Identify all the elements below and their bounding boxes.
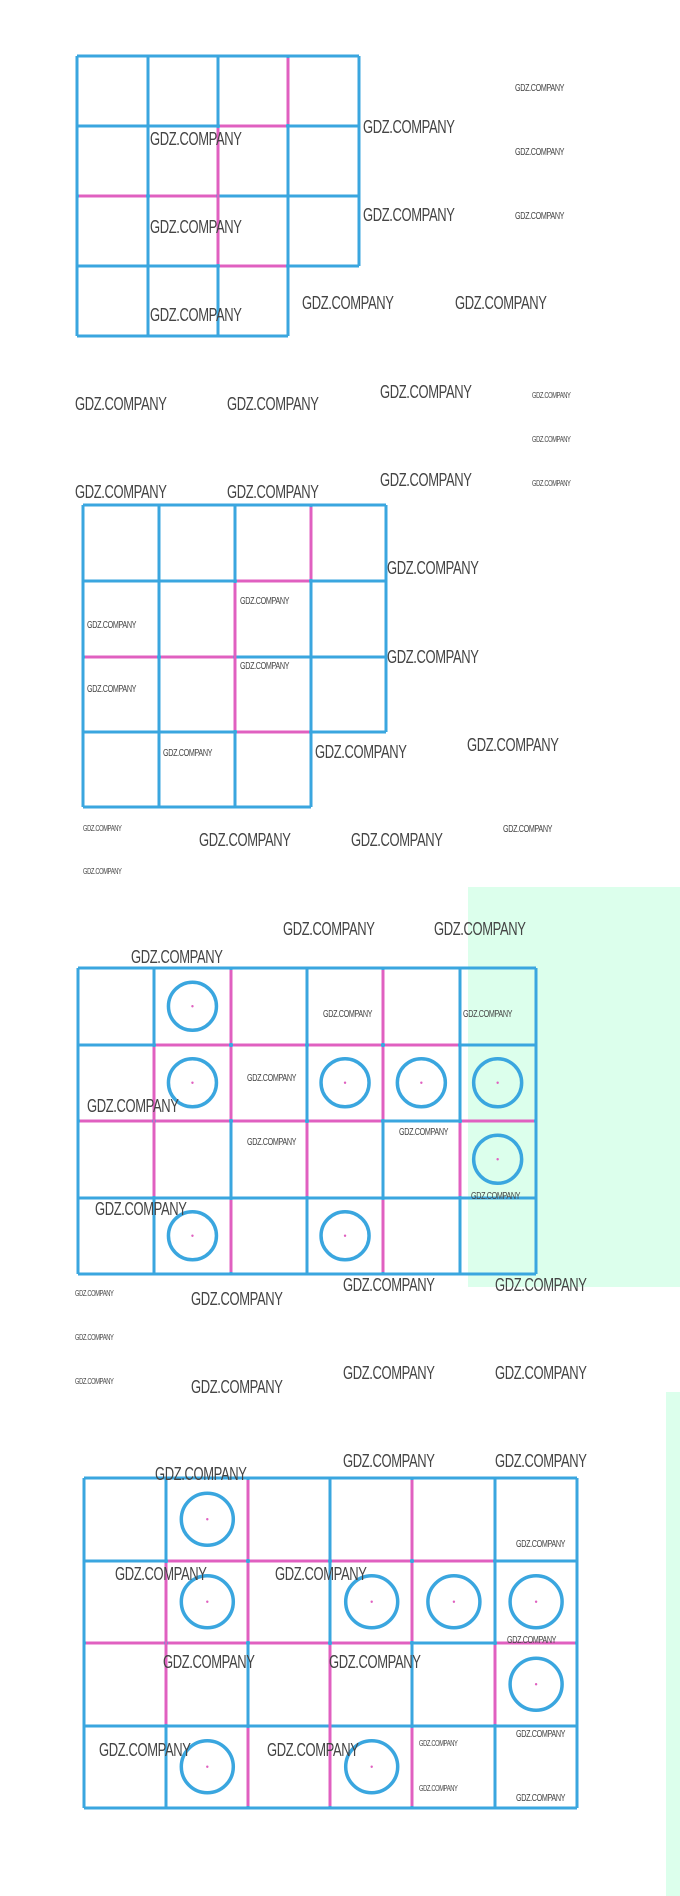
board-4-circle-dot [371,1766,373,1768]
watermark-text: GDZ.COMPANY [163,1652,255,1672]
watermark-text: GDZ.COMPANY [343,1451,435,1471]
watermark-text: GDZ.COMPANY [95,1199,187,1219]
board-3-circle-dot [420,1082,422,1084]
watermark-text: GDZ.COMPANY [150,129,242,149]
board-3-circle-dot [191,1005,193,1007]
watermark-text: GDZ.COMPANY [75,1333,114,1342]
watermark-text: GDZ.COMPANY [399,1127,449,1138]
watermark-text: GDZ.COMPANY [516,1793,566,1804]
watermark-text: GDZ.COMPANY [387,558,479,578]
watermark-text: GDZ.COMPANY [99,1740,191,1760]
watermark-text: GDZ.COMPANY [267,1740,359,1760]
watermark-text: GDZ.COMPANY [247,1073,297,1084]
watermark-text: GDZ.COMPANY [283,919,375,939]
board-4-circle-dot [206,1766,208,1768]
watermark-text: GDZ.COMPANY [434,919,526,939]
watermark-text: GDZ.COMPANY [515,211,565,222]
watermark-text: GDZ.COMPANY [75,1289,114,1298]
watermark-text: GDZ.COMPANY [343,1275,435,1295]
board-3-circle-dot [191,1235,193,1237]
watermark-text: GDZ.COMPANY [83,867,122,876]
watermark-text: GDZ.COMPANY [419,1784,458,1793]
watermark-text: GDZ.COMPANY [515,83,565,94]
board-4-circle-dot [535,1683,537,1685]
watermark-text: GDZ.COMPANY [515,147,565,158]
watermark-text: GDZ.COMPANY [363,205,455,225]
watermark-text: GDZ.COMPANY [247,1137,297,1148]
watermark-text: GDZ.COMPANY [329,1652,421,1672]
board-4-circle-dot [453,1601,455,1603]
watermark-text: GDZ.COMPANY [75,1377,114,1386]
watermark-text: GDZ.COMPANY [323,1009,373,1020]
watermark-text: GDZ.COMPANY [495,1275,587,1295]
watermark-text: GDZ.COMPANY [503,824,553,835]
board-3-circle-dot [344,1235,346,1237]
watermark-text: GDZ.COMPANY [380,470,472,490]
watermark-text: GDZ.COMPANY [516,1539,566,1550]
board-3-circle-dot [191,1082,193,1084]
watermark-text: GDZ.COMPANY [163,748,213,759]
watermark-text: GDZ.COMPANY [199,830,291,850]
watermark-text: GDZ.COMPANY [363,117,455,137]
watermark-text: GDZ.COMPANY [380,382,472,402]
watermark-text: GDZ.COMPANY [191,1289,283,1309]
watermark-text: GDZ.COMPANY [75,482,167,502]
watermark-text: GDZ.COMPANY [240,596,290,607]
board-3-circle-dot [344,1082,346,1084]
watermark-text: GDZ.COMPANY [191,1377,283,1397]
watermark-text: GDZ.COMPANY [227,482,319,502]
watermark-text: GDZ.COMPANY [532,479,571,488]
watermark-text: GDZ.COMPANY [455,293,547,313]
board-4-circle-dot [535,1601,537,1603]
watermark-text: GDZ.COMPANY [275,1564,367,1584]
board-3-circle-dot [496,1082,498,1084]
watermark-text: GDZ.COMPANY [83,824,122,833]
watermark-text: GDZ.COMPANY [343,1363,435,1383]
watermark-text: GDZ.COMPANY [387,647,479,667]
board-4-circle-dot [371,1601,373,1603]
watermark-text: GDZ.COMPANY [351,830,443,850]
board-3-circle-dot [496,1158,498,1160]
watermark-text: GDZ.COMPANY [507,1635,557,1646]
watermark-text: GDZ.COMPANY [495,1363,587,1383]
watermark-text: GDZ.COMPANY [471,1191,521,1202]
watermark-text: GDZ.COMPANY [463,1009,513,1020]
watermark-text: GDZ.COMPANY [115,1564,207,1584]
watermark-text: GDZ.COMPANY [315,742,407,762]
watermark-text: GDZ.COMPANY [87,684,137,695]
watermark-text: GDZ.COMPANY [75,394,167,414]
watermark-text: GDZ.COMPANY [87,1096,179,1116]
watermark-text: GDZ.COMPANY [532,435,571,444]
watermark-text: GDZ.COMPANY [155,1464,247,1484]
watermark-text: GDZ.COMPANY [150,217,242,237]
watermark-text: GDZ.COMPANY [227,394,319,414]
board-4-circle-dot [206,1601,208,1603]
watermark-text: GDZ.COMPANY [150,305,242,325]
watermark-text: GDZ.COMPANY [87,620,137,631]
watermark-text: GDZ.COMPANY [532,391,571,400]
watermark-text: GDZ.COMPANY [516,1729,566,1740]
board-4-circle-dot [206,1518,208,1520]
watermark-text: GDZ.COMPANY [467,735,559,755]
watermark-text: GDZ.COMPANY [495,1451,587,1471]
watermark-text: GDZ.COMPANY [419,1739,458,1748]
watermark-text: GDZ.COMPANY [131,947,223,967]
watermark-text: GDZ.COMPANY [302,293,394,313]
watermark-text: GDZ.COMPANY [240,661,290,672]
